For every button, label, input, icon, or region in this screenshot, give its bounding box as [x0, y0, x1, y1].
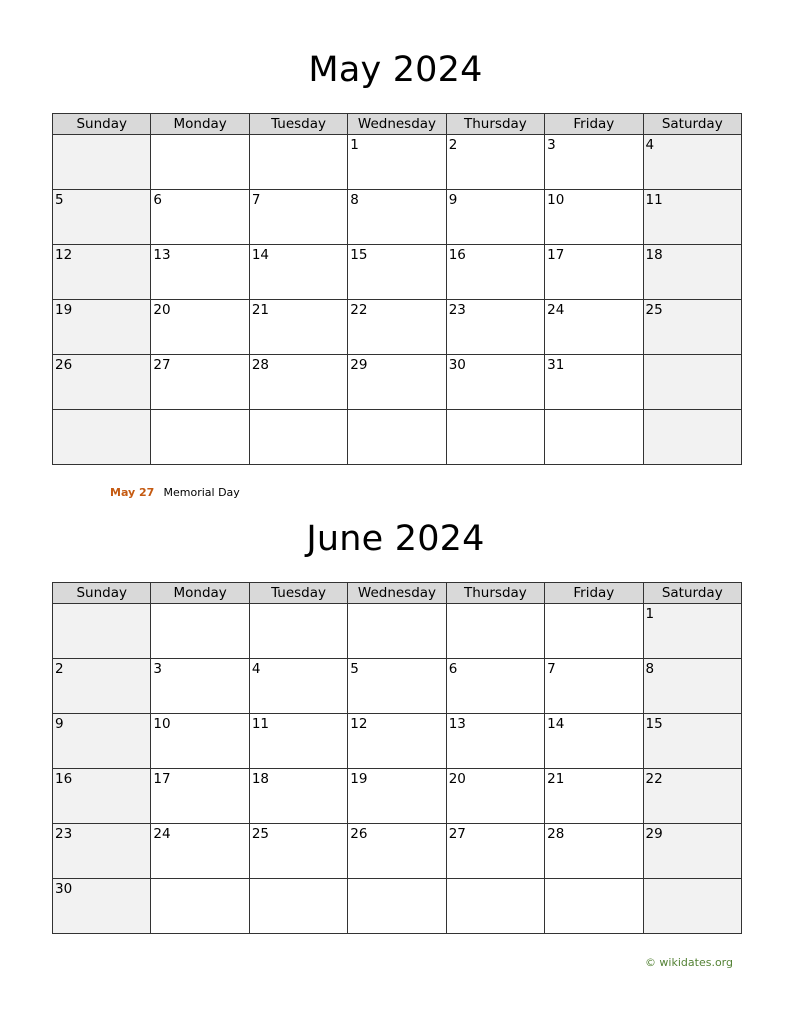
weekday-header: Friday — [545, 114, 643, 135]
footer-credit: © wikidates.org — [644, 956, 733, 969]
day-cell — [53, 879, 151, 934]
day-cell — [643, 245, 741, 300]
day-cell — [545, 879, 643, 934]
day-cell — [545, 410, 643, 465]
day-cell — [249, 769, 347, 824]
week-row — [53, 410, 742, 465]
day-cell — [643, 410, 741, 465]
day-cell — [643, 714, 741, 769]
day-number: 21 — [547, 771, 565, 787]
day-number: 31 — [547, 357, 565, 373]
day-cell — [249, 824, 347, 879]
day-cell — [348, 135, 446, 190]
day-cell — [643, 879, 741, 934]
day-number — [447, 604, 544, 606]
day-number — [348, 879, 445, 881]
day-number — [644, 879, 741, 881]
day-cell — [545, 769, 643, 824]
day-number: 24 — [153, 826, 171, 842]
day-number: 10 — [547, 192, 565, 208]
day-cell — [249, 190, 347, 245]
weekday-header: Saturday — [643, 583, 741, 604]
day-cell — [249, 355, 347, 410]
day-number: 7 — [547, 661, 556, 677]
day-cell — [545, 824, 643, 879]
weekday-header-row — [53, 114, 742, 135]
day-number: 4 — [251, 661, 261, 677]
day-number — [250, 879, 347, 881]
day-number — [348, 604, 445, 606]
day-cell — [348, 879, 446, 934]
week-row — [53, 769, 742, 824]
day-cell — [348, 659, 446, 714]
day-number — [151, 879, 248, 881]
weekday-header: Thursday — [446, 583, 544, 604]
day-cell — [53, 659, 151, 714]
day-cell — [249, 714, 347, 769]
day-cell — [446, 355, 544, 410]
day-number — [545, 879, 642, 881]
day-number: 5 — [350, 661, 359, 677]
day-number — [53, 135, 150, 137]
day-cell — [348, 769, 446, 824]
day-cell — [348, 300, 446, 355]
day-cell — [446, 714, 544, 769]
day-number: 26 — [55, 357, 73, 373]
day-cell — [151, 714, 249, 769]
day-number: 22 — [350, 302, 368, 318]
day-number: 9 — [448, 192, 458, 208]
day-cell — [249, 879, 347, 934]
weekday-header: Sunday — [53, 583, 151, 604]
day-number: 19 — [55, 302, 73, 318]
day-number: 18 — [251, 771, 270, 787]
day-number: 2 — [55, 661, 64, 677]
day-cell — [53, 714, 151, 769]
day-number — [447, 879, 544, 881]
day-number: 3 — [547, 137, 556, 153]
day-number: 25 — [645, 302, 663, 318]
week-row — [53, 300, 742, 355]
weekday-header: Saturday — [643, 114, 741, 135]
day-cell — [545, 300, 643, 355]
day-number: 7 — [251, 192, 261, 208]
day-cell — [643, 824, 741, 879]
weekday-header: Monday — [151, 114, 249, 135]
day-cell — [348, 824, 446, 879]
day-cell — [348, 245, 446, 300]
day-number: 15 — [645, 716, 663, 732]
day-cell — [545, 355, 643, 410]
day-number: 24 — [547, 302, 565, 318]
day-cell — [151, 190, 249, 245]
day-number: 17 — [153, 771, 171, 787]
day-cell — [348, 410, 446, 465]
week-row — [53, 355, 742, 410]
weekday-header: Wednesday — [348, 114, 446, 135]
day-number: 1 — [645, 606, 655, 622]
day-cell — [643, 300, 741, 355]
day-number — [348, 410, 445, 412]
week-row — [53, 135, 742, 190]
day-cell — [446, 410, 544, 465]
day-number: 23 — [448, 302, 466, 318]
day-number — [151, 604, 248, 606]
month-title: May 2024 — [308, 50, 483, 90]
day-cell — [53, 769, 151, 824]
day-cell — [643, 355, 741, 410]
day-cell — [545, 714, 643, 769]
day-cell — [446, 769, 544, 824]
day-cell — [53, 355, 151, 410]
day-cell — [249, 604, 347, 659]
day-number: 10 — [153, 716, 171, 732]
calendar-grid — [52, 113, 742, 465]
day-cell — [446, 245, 544, 300]
month-title: June 2024 — [306, 519, 485, 559]
calendar-grid — [52, 582, 742, 934]
day-number — [644, 355, 741, 357]
day-cell — [348, 190, 446, 245]
day-number: 18 — [645, 247, 663, 263]
week-row — [53, 190, 742, 245]
day-number — [53, 604, 150, 606]
day-number: 26 — [350, 826, 368, 842]
day-cell — [643, 604, 741, 659]
weekday-header-row — [53, 583, 742, 604]
day-cell — [643, 135, 741, 190]
day-number: 5 — [55, 192, 64, 208]
day-number: 6 — [153, 192, 163, 208]
weekday-header: Friday — [545, 583, 643, 604]
holiday-list — [110, 486, 240, 499]
day-number: 25 — [251, 826, 270, 842]
day-cell — [151, 300, 249, 355]
holiday-date: May 27 — [110, 486, 155, 499]
day-number: 12 — [55, 247, 73, 263]
day-number: 4 — [645, 137, 655, 153]
day-number — [644, 410, 741, 412]
day-cell — [348, 714, 446, 769]
day-cell — [643, 190, 741, 245]
day-number: 30 — [448, 357, 466, 373]
day-cell — [249, 659, 347, 714]
day-cell — [545, 659, 643, 714]
day-cell — [53, 135, 151, 190]
day-cell — [249, 245, 347, 300]
day-number — [151, 410, 248, 412]
day-number: 28 — [251, 357, 270, 373]
day-number: 29 — [350, 357, 368, 373]
day-number: 16 — [448, 247, 466, 263]
day-cell — [151, 879, 249, 934]
day-number — [151, 135, 248, 137]
day-number: 6 — [448, 661, 458, 677]
day-number: 14 — [547, 716, 565, 732]
day-cell — [53, 190, 151, 245]
day-number — [250, 135, 347, 137]
day-cell — [348, 604, 446, 659]
week-row — [53, 245, 742, 300]
day-number: 11 — [645, 192, 663, 208]
day-number: 17 — [547, 247, 565, 263]
day-cell — [446, 135, 544, 190]
day-number: 3 — [153, 661, 163, 677]
day-cell — [545, 245, 643, 300]
day-cell — [446, 824, 544, 879]
day-cell — [249, 300, 347, 355]
day-number: 20 — [153, 302, 171, 318]
day-number: 9 — [55, 716, 64, 732]
day-cell — [151, 245, 249, 300]
day-cell — [545, 604, 643, 659]
day-number — [545, 604, 642, 606]
day-cell — [545, 190, 643, 245]
weekday-header: Monday — [151, 583, 249, 604]
day-number: 29 — [645, 826, 663, 842]
day-number: 1 — [350, 137, 359, 153]
day-number: 8 — [645, 661, 655, 677]
day-number: 20 — [448, 771, 466, 787]
day-number: 8 — [350, 192, 359, 208]
day-number: 12 — [350, 716, 368, 732]
week-row — [53, 714, 742, 769]
week-row — [53, 824, 742, 879]
day-number: 30 — [55, 881, 73, 897]
day-number — [250, 604, 347, 606]
day-cell — [446, 604, 544, 659]
weekday-header: Tuesday — [249, 583, 347, 604]
day-cell — [249, 410, 347, 465]
day-number: 27 — [153, 357, 171, 373]
day-cell — [446, 190, 544, 245]
day-number: 14 — [251, 247, 270, 263]
day-number — [447, 410, 544, 412]
day-number: 16 — [55, 771, 73, 787]
day-cell — [151, 355, 249, 410]
day-cell — [446, 879, 544, 934]
day-cell — [53, 245, 151, 300]
day-number — [250, 410, 347, 412]
week-row — [53, 879, 742, 934]
day-number: 11 — [251, 716, 270, 732]
day-number: 21 — [251, 302, 270, 318]
day-cell — [348, 355, 446, 410]
week-row — [53, 604, 742, 659]
day-cell — [53, 604, 151, 659]
day-cell — [643, 659, 741, 714]
day-cell — [53, 300, 151, 355]
day-number: 27 — [448, 826, 466, 842]
day-number: 2 — [448, 137, 458, 153]
day-cell — [545, 135, 643, 190]
day-cell — [249, 135, 347, 190]
day-cell — [151, 824, 249, 879]
day-number: 22 — [645, 771, 663, 787]
day-number: 13 — [448, 716, 466, 732]
day-number: 23 — [55, 826, 73, 842]
weekday-header: Wednesday — [348, 583, 446, 604]
day-number — [53, 410, 150, 412]
day-cell — [446, 300, 544, 355]
day-cell — [151, 604, 249, 659]
day-number: 19 — [350, 771, 368, 787]
day-cell — [151, 135, 249, 190]
day-cell — [643, 769, 741, 824]
day-cell — [151, 410, 249, 465]
day-number — [545, 410, 642, 412]
day-cell — [53, 824, 151, 879]
day-number: 28 — [547, 826, 565, 842]
day-cell — [446, 659, 544, 714]
week-row — [53, 659, 742, 714]
weekday-header: Tuesday — [249, 114, 347, 135]
weekday-header: Thursday — [446, 114, 544, 135]
holiday-name: Memorial Day — [163, 486, 240, 499]
weekday-header: Sunday — [53, 114, 151, 135]
day-number: 15 — [350, 247, 368, 263]
holiday-item — [110, 486, 240, 499]
day-cell — [151, 769, 249, 824]
day-cell — [151, 659, 249, 714]
day-cell — [53, 410, 151, 465]
day-number: 13 — [153, 247, 171, 263]
